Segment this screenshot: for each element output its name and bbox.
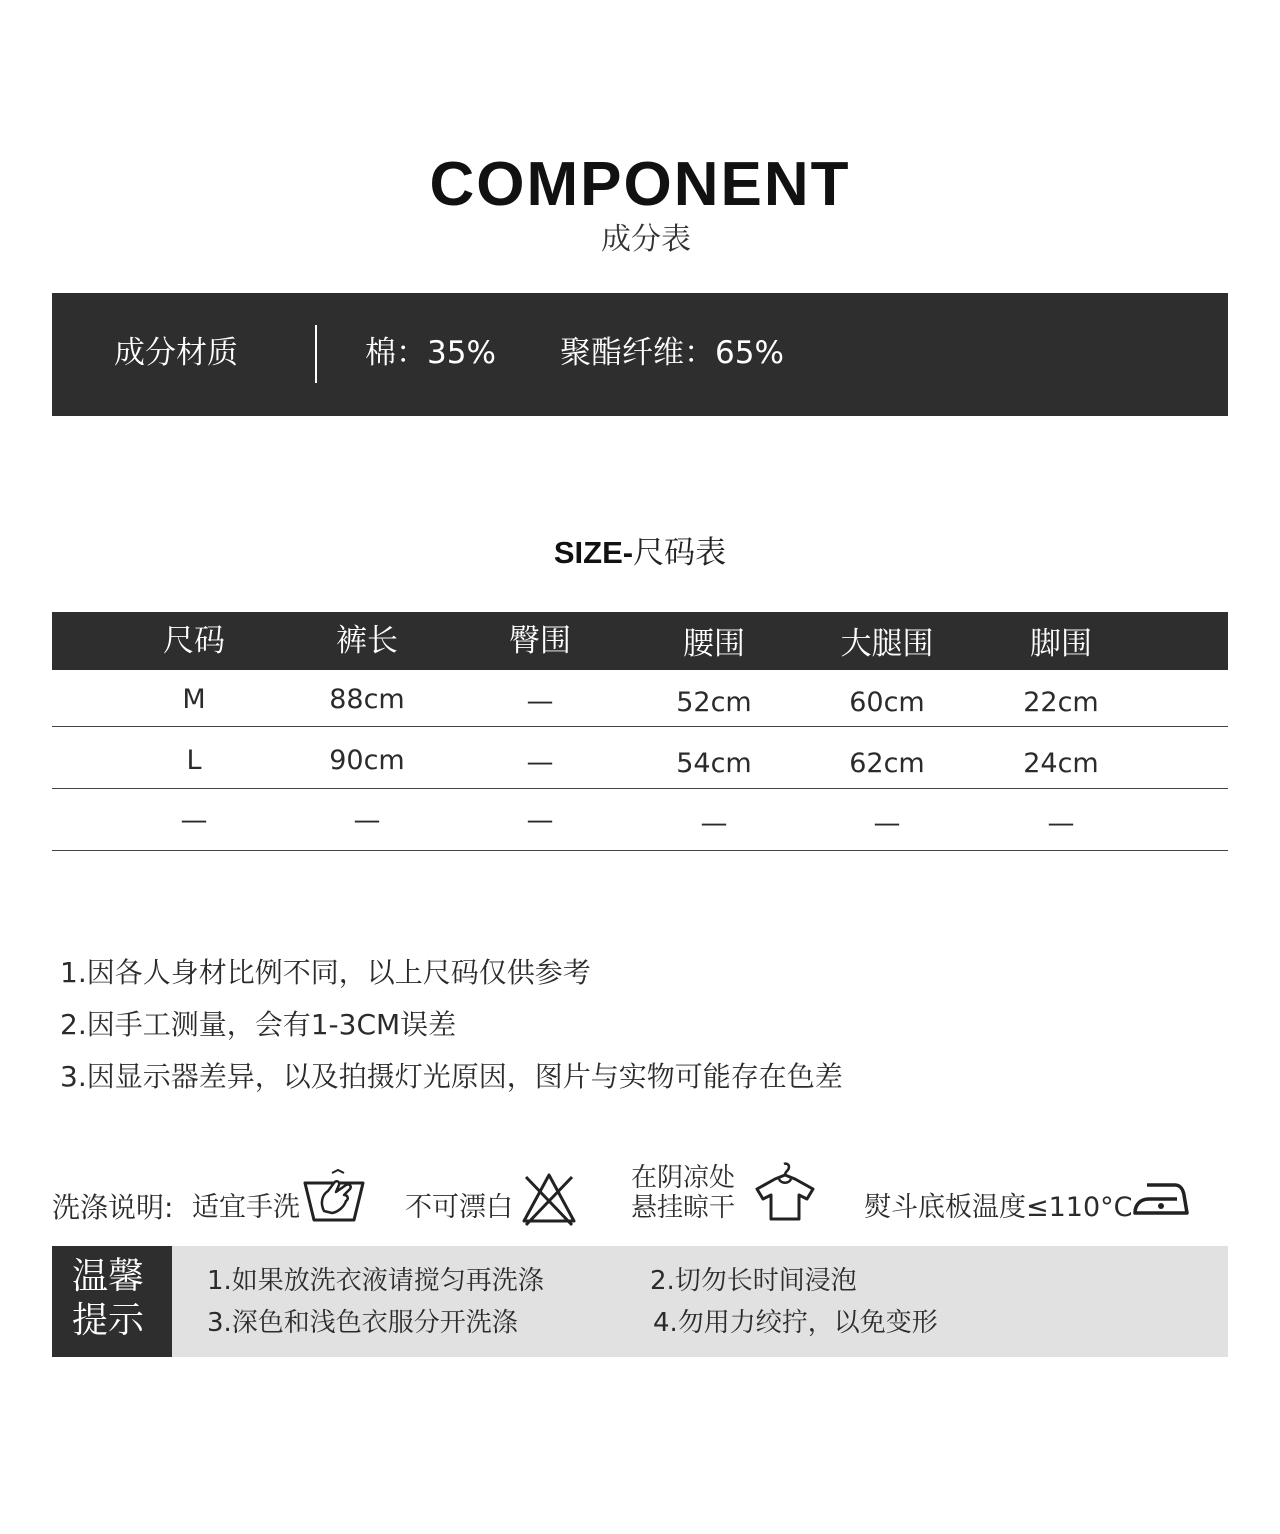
- table-row: [52, 727, 1228, 789]
- iron-icon: [1133, 1179, 1189, 1223]
- composition-bar: [52, 293, 1228, 416]
- table-cell: M: [182, 684, 206, 715]
- tips-panel: [52, 1246, 1228, 1357]
- tip-item: 4.勿用力绞拧，以免变形: [653, 1308, 938, 1338]
- table-cell: 90cm: [329, 745, 405, 776]
- table-cell: —: [700, 808, 728, 839]
- size-title-bold: SIZE-: [553, 535, 634, 570]
- care-shade-line1: 在阴凉处: [631, 1163, 736, 1193]
- care-iron-text: 熨斗底板温度≤110°C: [864, 1192, 1133, 1223]
- tips-tag: [52, 1246, 172, 1357]
- table-cell: 60cm: [849, 687, 925, 718]
- hang-dry-icon: [753, 1161, 817, 1227]
- composition-cotton: 棉：35%: [365, 335, 496, 371]
- page-subtitle: 成分表: [601, 222, 691, 257]
- tips-tag-line2: 提示: [72, 1300, 145, 1341]
- size-table-header: [52, 612, 1228, 670]
- care-hand-wash-text: 适宜手洗: [192, 1192, 300, 1223]
- note-item: 3.因显示器差异，以及拍摄灯光原因，图片与实物可能存在色差: [60, 1060, 843, 1093]
- composition-label: 成分材质: [114, 335, 238, 371]
- composition-divider: [315, 325, 317, 383]
- notes-list: [60, 955, 843, 1111]
- tips-tag-line1: 温馨: [72, 1256, 145, 1297]
- header-cell-hem: 脚围: [1030, 626, 1092, 662]
- table-row: [52, 670, 1228, 727]
- tip-item: 1.如果放洗衣液请搅匀再洗涤: [207, 1266, 544, 1296]
- table-row: [52, 789, 1228, 851]
- header-cell-waist: 腰围: [683, 626, 745, 662]
- header-cell-size: 尺码: [163, 623, 225, 659]
- page-title: COMPONENT: [429, 150, 851, 219]
- table-cell: —: [526, 805, 554, 836]
- size-title-rest: 尺码表: [633, 535, 727, 571]
- header-cell-hip: 臀围: [509, 623, 571, 659]
- composition-polyester: 聚酯纤维：65%: [560, 335, 784, 371]
- note-item: 1.因各人身材比例不同，以上尺码仅供参考: [60, 956, 591, 989]
- table-cell: —: [526, 686, 554, 717]
- table-cell: —: [1047, 808, 1075, 839]
- table-cell: 62cm: [849, 748, 925, 779]
- hand-wash-icon: [302, 1165, 366, 1229]
- no-bleach-icon: [520, 1171, 578, 1231]
- care-shade-line2: 悬挂晾干: [631, 1193, 736, 1223]
- table-cell: 22cm: [1023, 687, 1099, 718]
- table-cell: —: [873, 808, 901, 839]
- table-cell: —: [353, 805, 381, 836]
- size-table: [52, 612, 1228, 851]
- header-cell-thigh: 大腿围: [840, 626, 934, 662]
- table-cell: 52cm: [676, 687, 752, 718]
- table-cell: —: [526, 747, 554, 778]
- table-cell: —: [180, 805, 208, 836]
- care-label: 洗涤说明:: [52, 1191, 174, 1224]
- tip-item: 2.切勿长时间浸泡: [650, 1266, 857, 1296]
- care-no-bleach-text: 不可漂白: [405, 1192, 513, 1223]
- care-instructions: [0, 1155, 1280, 1235]
- tip-item: 3.深色和浅色衣服分开洗涤: [207, 1308, 518, 1338]
- note-item: 2.因手工测量，会有1-3CM误差: [60, 1008, 457, 1041]
- table-cell: 24cm: [1023, 748, 1099, 779]
- size-chart-title: [0, 533, 1280, 573]
- table-cell: L: [186, 745, 202, 776]
- header-cell-length: 裤长: [336, 623, 398, 659]
- table-cell: 54cm: [676, 748, 752, 779]
- table-cell: 88cm: [329, 684, 405, 715]
